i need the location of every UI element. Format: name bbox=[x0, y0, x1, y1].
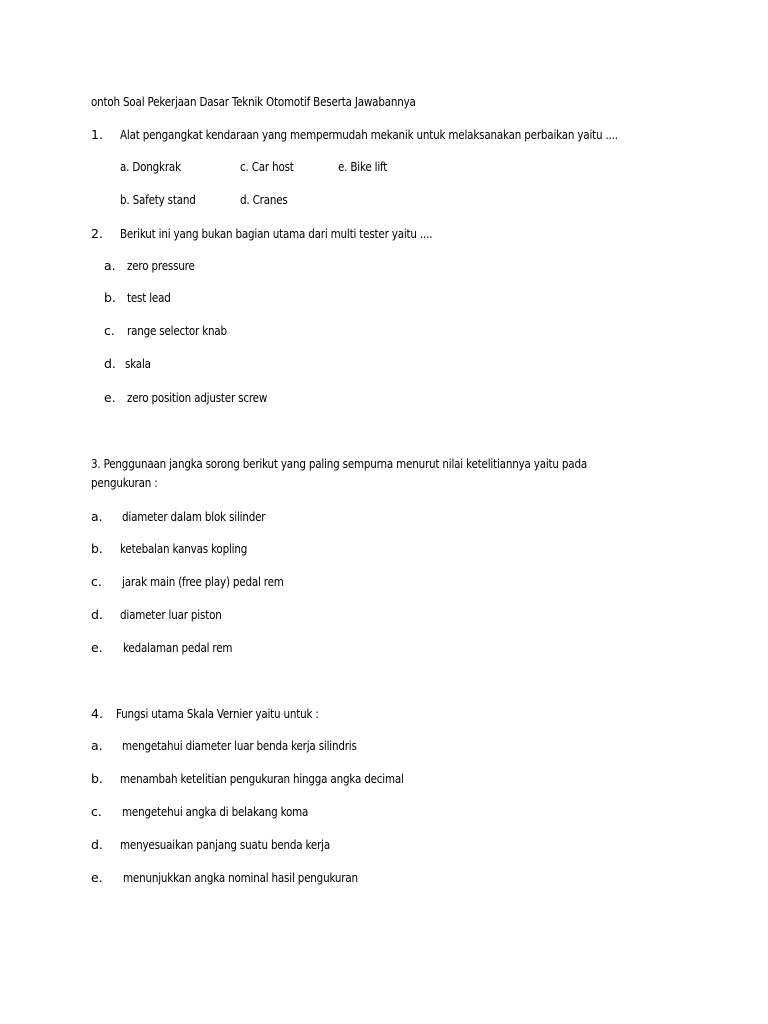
question-4-option-letter: d. bbox=[91, 837, 103, 852]
question-2-option-letter: a. bbox=[104, 258, 116, 273]
question-3-option-letter: e. bbox=[91, 640, 103, 655]
question-1-number: 1. bbox=[91, 127, 103, 142]
question-3-option-text: jarak main (free play) pedal rem bbox=[122, 574, 284, 589]
question-3-option-text: kedalaman pedal rem bbox=[123, 640, 233, 655]
question-3-option-letter: d. bbox=[91, 607, 103, 622]
question-2-option-letter: d. bbox=[104, 356, 116, 371]
question-1-option-b: b. Safety stand bbox=[120, 192, 196, 207]
question-4-option-text: mengetehui angka di belakang koma bbox=[122, 804, 309, 819]
question-4-option-letter: c. bbox=[91, 804, 102, 819]
question-1-option-a: a. Dongkrak bbox=[120, 159, 181, 174]
question-3-option-letter: b. bbox=[91, 541, 103, 556]
question-2-option-text: skala bbox=[125, 356, 151, 371]
question-2-option-letter: c. bbox=[104, 323, 115, 338]
question-1-option-c: c. Car host bbox=[240, 159, 294, 174]
question-4-option-letter: e. bbox=[91, 870, 103, 885]
question-4-text: Fungsi utama Skala Vernier yaitu untuk : bbox=[116, 706, 319, 721]
question-4-option-text: menyesuaikan panjang suatu benda kerja bbox=[120, 837, 331, 852]
question-2-option-text: test lead bbox=[127, 290, 171, 305]
question-4-option-text: menambah ketelitian pengukuran hingga angka decimal bbox=[120, 771, 404, 786]
question-3-text-line-2: pengukuran : bbox=[91, 475, 158, 490]
question-2-number: 2. bbox=[91, 226, 103, 241]
question-4-option-text: menunjukkan angka nominal hasil pengukuran bbox=[123, 870, 358, 885]
question-4-number: 4. bbox=[91, 706, 103, 721]
question-3-option-text: diameter dalam blok silinder bbox=[122, 509, 266, 524]
question-1-option-e: e. Bike lift bbox=[338, 159, 388, 174]
question-2-option-text: zero position adjuster screw bbox=[127, 390, 268, 405]
question-2-option-letter: e. bbox=[104, 390, 116, 405]
question-1-option-d: d. Cranes bbox=[240, 192, 288, 207]
question-2-option-text: zero pressure bbox=[127, 258, 195, 273]
question-3-option-letter: a. bbox=[91, 509, 103, 524]
question-3-text-line-1: 3. Penggunaan jangka sorong berikut yang paling sempurna menurut nilai ketelitiannya yaitu pada bbox=[91, 456, 587, 471]
question-4-option-letter: b. bbox=[91, 771, 103, 786]
question-4-option-letter: a. bbox=[91, 738, 103, 753]
question-2-option-text: range selector knab bbox=[127, 323, 227, 338]
question-3-option-text: diameter luar piston bbox=[120, 607, 222, 622]
question-3-option-letter: c. bbox=[91, 574, 102, 589]
question-2-option-letter: b. bbox=[104, 290, 116, 305]
question-2-text: Berikut ini yang bukan bagian utama dari multi tester yaitu .... bbox=[120, 226, 433, 241]
question-1-text: Alat pengangkat kendaraan yang mempermudah mekanik untuk melaksanakan perbaikan yaitu .... bbox=[120, 127, 618, 142]
question-4-option-text: mengetahui diameter luar benda kerja silindris bbox=[122, 738, 357, 753]
document-title: ontoh Soal Pekerjaan Dasar Teknik Otomotif Beserta Jawabannya bbox=[91, 94, 416, 109]
question-3-option-text: ketebalan kanvas kopling bbox=[120, 541, 248, 556]
